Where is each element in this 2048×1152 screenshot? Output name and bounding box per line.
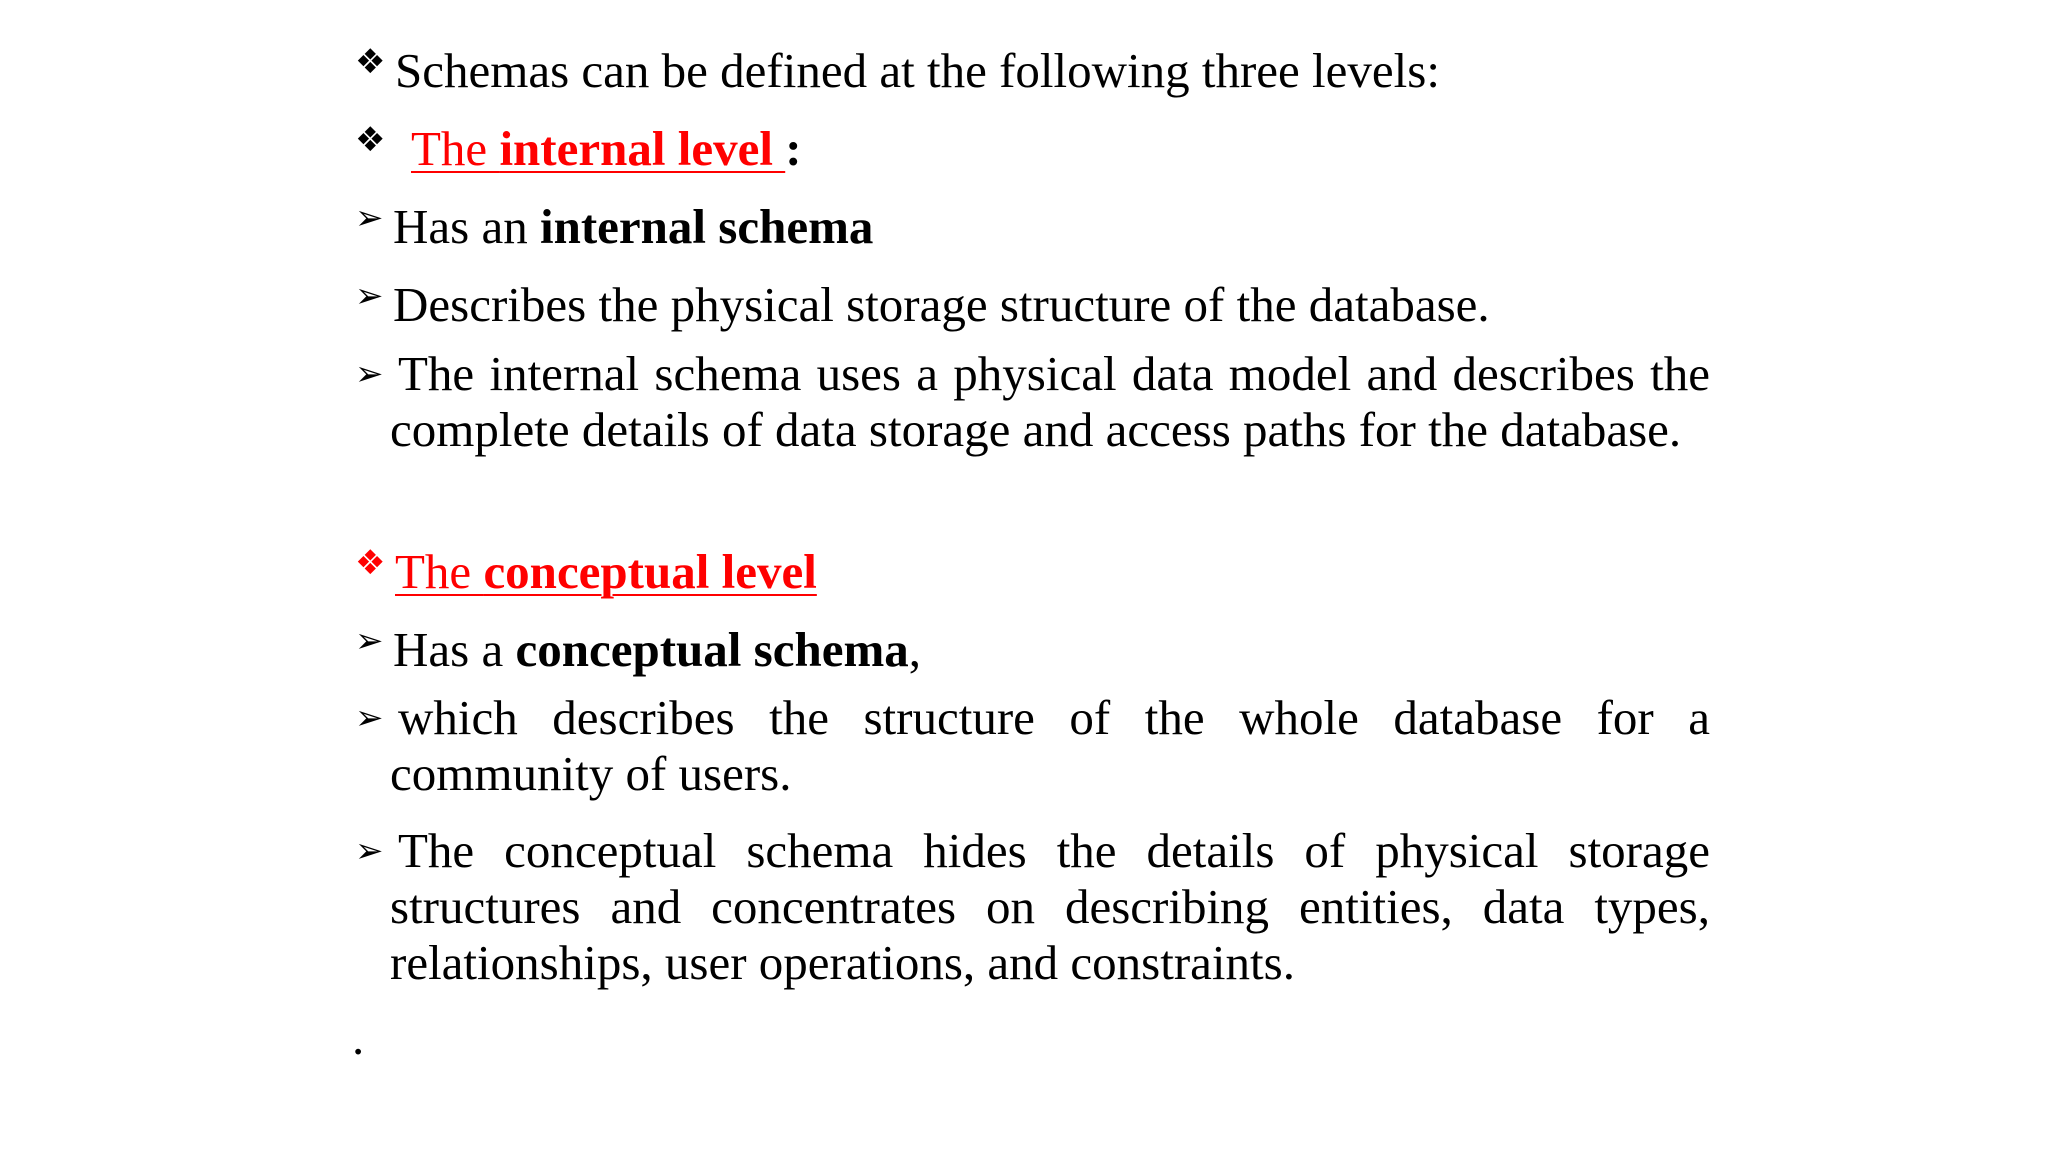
internal-point-1-text: Has an	[393, 199, 540, 254]
internal-level-title-prefix: The	[411, 121, 500, 176]
intro-text: Schemas can be defined at the following three levels:	[395, 43, 1440, 98]
internal-point-3-text: The internal schema uses a physical data model and describes the complete details of data storage and access paths for the database.	[390, 346, 1710, 457]
conceptual-point-2-text: which describes the structure of the whole database for a community of users.	[390, 690, 1710, 801]
conceptual-level-title-prefix: The	[395, 544, 484, 599]
diamond-bullet-icon: ❖	[355, 543, 386, 583]
diamond-bullet-icon: ❖	[355, 42, 386, 82]
conceptual-level-title	[395, 544, 817, 599]
internal-point-1	[355, 190, 1710, 255]
conceptual-point-1-comma: ,	[908, 622, 922, 677]
internal-point-3	[355, 346, 1710, 458]
internal-point-2-text: Describes the physical storage structure of the database.	[393, 277, 1490, 332]
conceptual-level-title-bold: conceptual level	[483, 544, 817, 599]
intro-line	[355, 34, 1710, 99]
arrow-bullet-icon: ➢	[355, 831, 384, 871]
internal-schema-term: internal schema	[539, 199, 874, 254]
internal-level-title	[411, 121, 785, 176]
arrow-bullet-icon: ➢	[355, 621, 384, 661]
conceptual-point-3-text: The conceptual schema hides the details of physical storage structures and concentrates on describing entities, data types, relationships, user operations, and constraints.	[390, 823, 1710, 990]
conceptual-point-3	[355, 823, 1710, 991]
arrow-bullet-icon: ➢	[355, 276, 384, 316]
trailing-period: .	[352, 1010, 365, 1065]
arrow-bullet-icon: ➢	[355, 198, 384, 238]
conceptual-point-1	[355, 613, 1710, 678]
internal-level-colon: :	[785, 121, 802, 176]
conceptual-point-1-text: Has a	[393, 622, 516, 677]
arrow-bullet-icon: ➢	[355, 698, 384, 738]
conceptual-point-2	[355, 690, 1710, 802]
conceptual-schema-term: conceptual schema	[515, 622, 909, 677]
internal-point-2	[355, 268, 1710, 333]
arrow-bullet-icon: ➢	[355, 354, 384, 394]
diamond-bullet-icon: ❖	[355, 120, 386, 160]
internal-level-heading	[355, 112, 1710, 177]
conceptual-level-heading	[355, 535, 1710, 600]
internal-level-title-bold: internal level	[499, 121, 786, 176]
